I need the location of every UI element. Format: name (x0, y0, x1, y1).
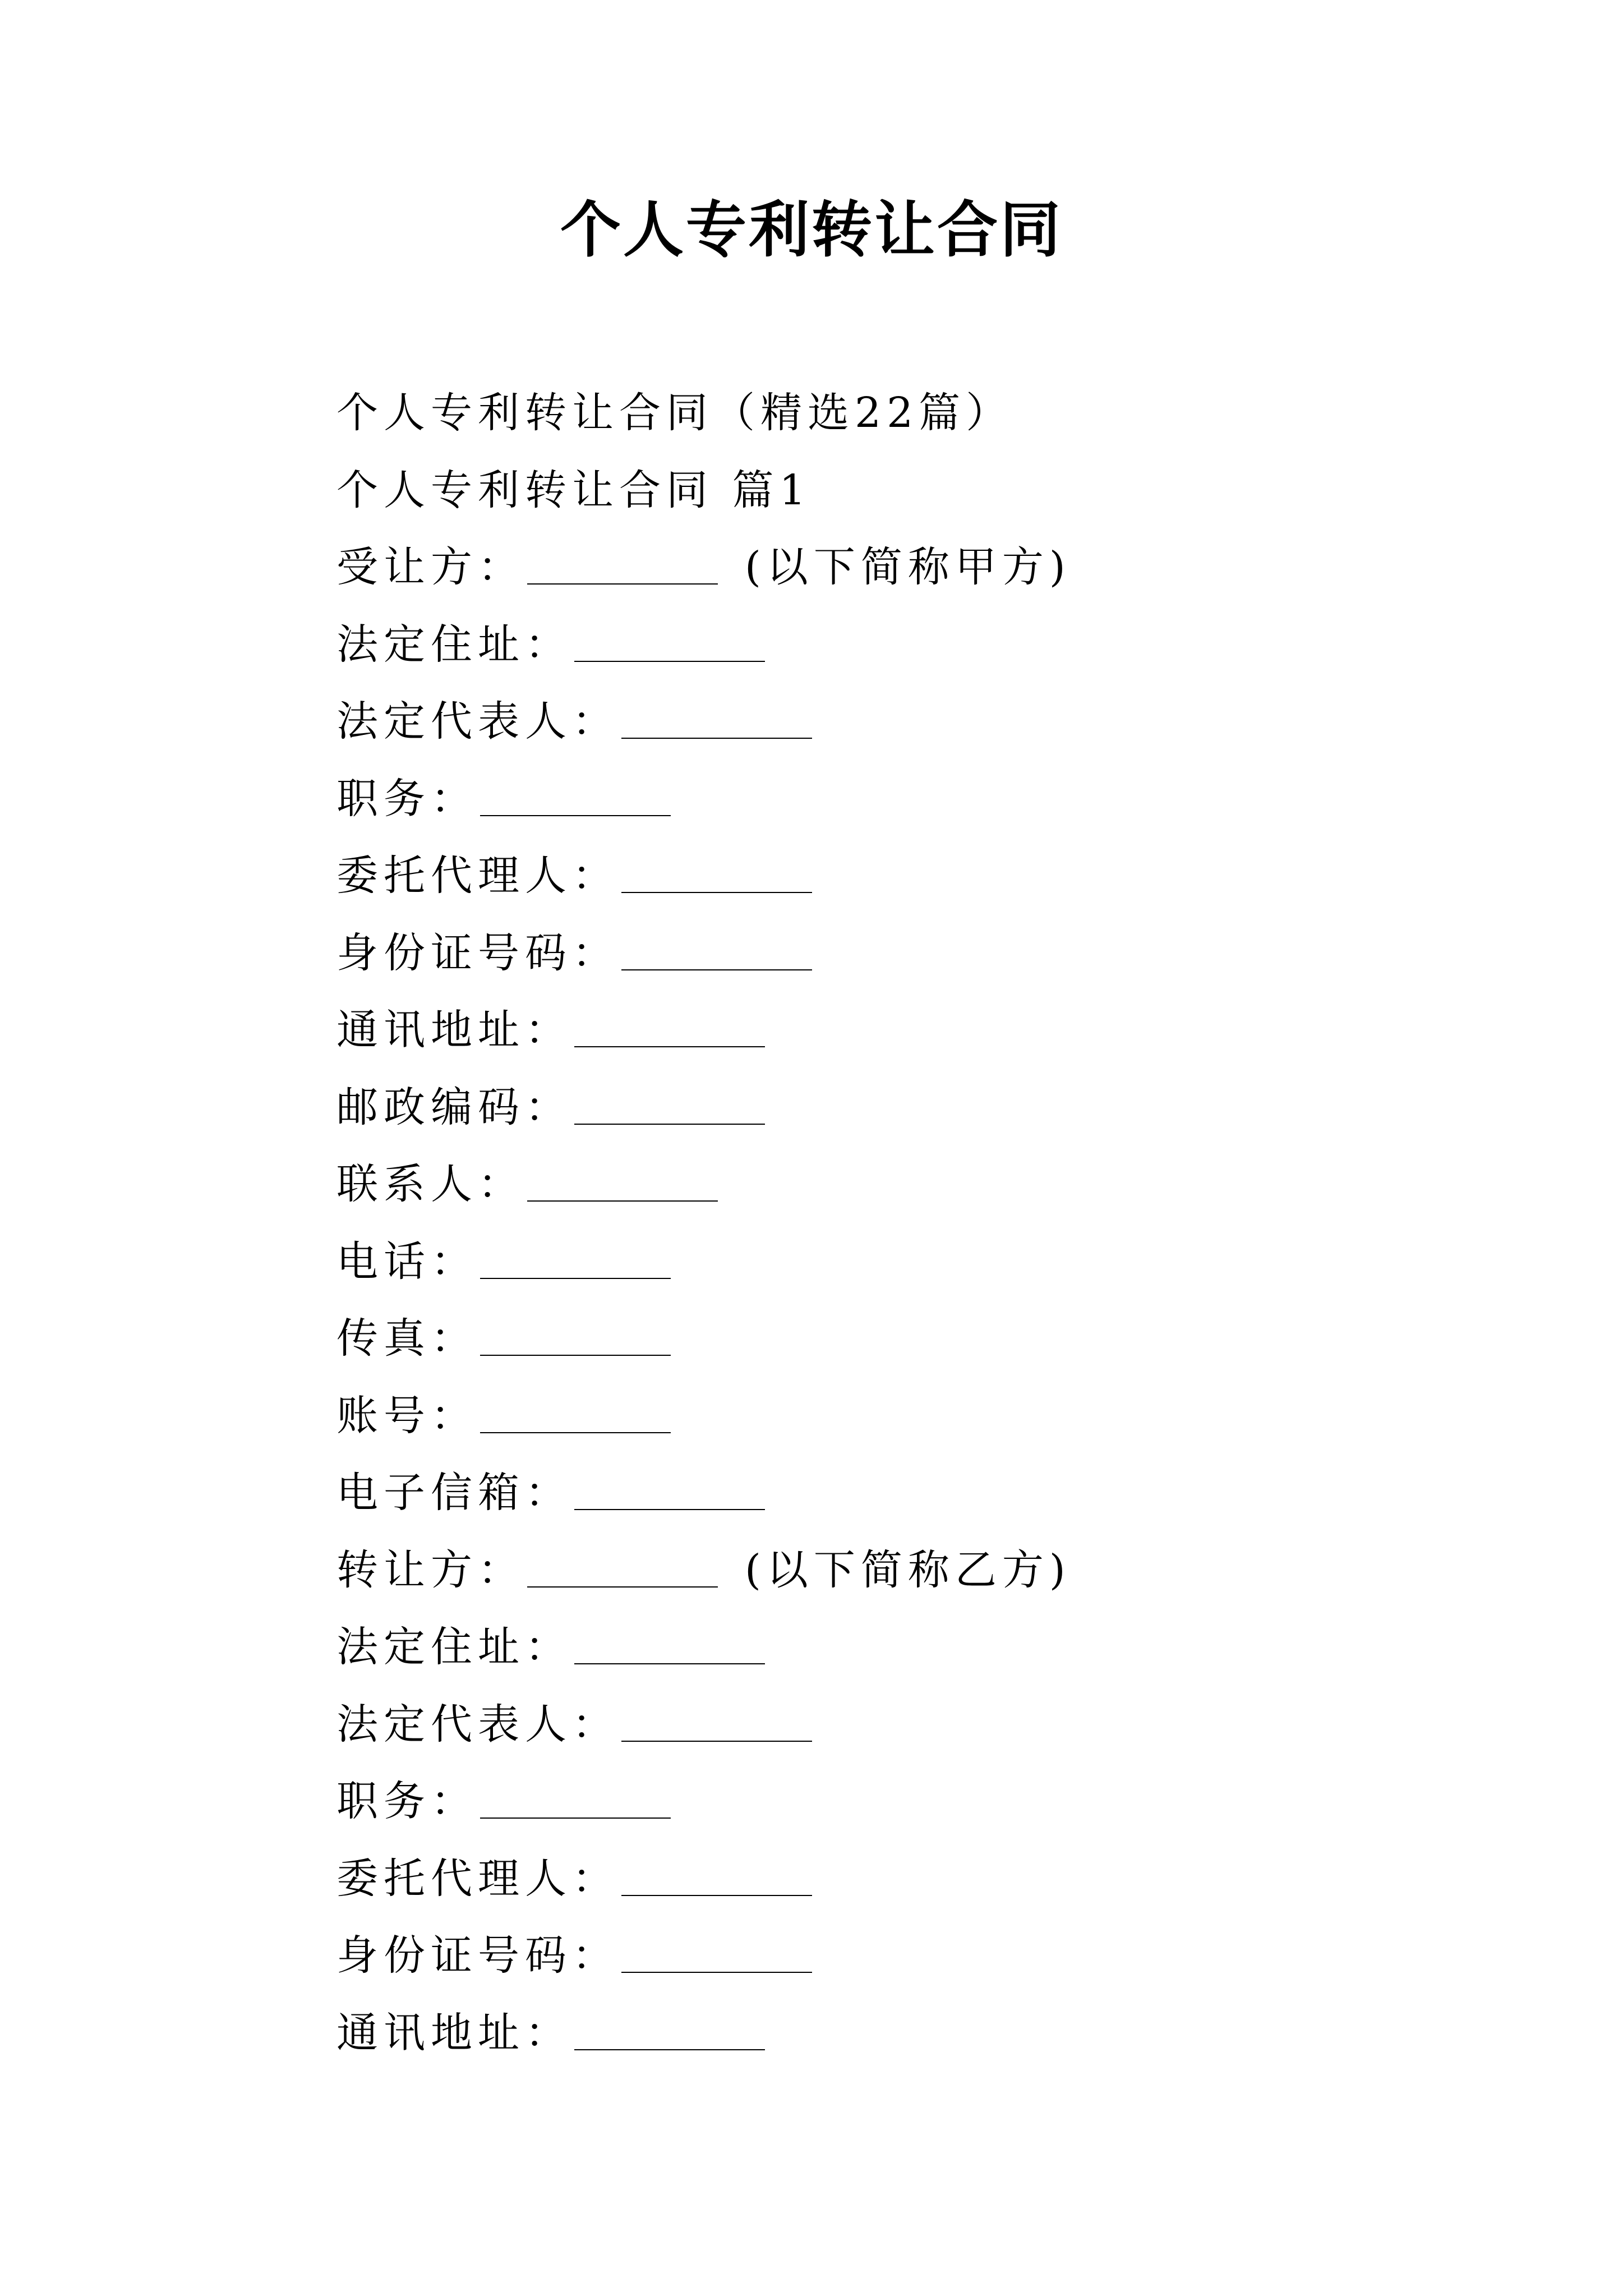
field-blank (574, 1013, 765, 1047)
party-b-role-label: 转让方： (336, 1545, 525, 1594)
field-label: 通讯地址： (336, 2008, 572, 2057)
field-label: 联系人： (336, 1160, 525, 1208)
field-blank (574, 1630, 765, 1664)
field-label: 邮政编码： (336, 1083, 572, 1131)
field-label: 传真： (336, 1314, 478, 1363)
party-a-field-row (336, 915, 1514, 992)
field-blank (480, 1398, 671, 1433)
field-label: 身份证号码： (336, 1931, 619, 1980)
field-blank (574, 627, 765, 662)
field-blank (480, 1244, 671, 1279)
field-blank (621, 704, 812, 739)
field-blank (527, 1167, 718, 1202)
field-label: 委托代理人： (336, 1854, 619, 1903)
field-label: 法定代表人： (336, 697, 619, 746)
field-blank (480, 1784, 671, 1819)
party-b-role-line (336, 1532, 1514, 1609)
document-body (336, 375, 1514, 2072)
field-blank (480, 1321, 671, 1356)
field-blank (480, 781, 671, 816)
field-label: 职务： (336, 1777, 478, 1825)
field-blank (621, 858, 812, 893)
party-a-field-row (336, 838, 1514, 915)
field-blank (574, 2016, 765, 2050)
party-a-role-label: 受让方： (336, 543, 525, 591)
party-a-field-row (336, 683, 1514, 761)
field-label: 法定代表人： (336, 1700, 619, 1749)
field-label: 电话： (336, 1237, 478, 1286)
party-b-field-row (336, 1917, 1514, 1995)
party-a-field-row (336, 606, 1514, 684)
party-a-field-row (336, 1378, 1514, 1455)
document-subtitle: 个人专利转让合同（精选22篇） (336, 389, 1013, 437)
party-b-field-row (336, 1609, 1514, 1686)
party-b-field-row (336, 1995, 1514, 2072)
party-b-role-suffix: (以下简称乙方) (745, 1545, 1071, 1594)
field-blank (621, 1861, 812, 1896)
section-heading: 个人专利转让合同 篇1 (336, 466, 811, 514)
field-blank (621, 1707, 812, 1742)
field-blank (574, 1475, 765, 1510)
field-label: 法定住址： (336, 620, 572, 669)
field-label: 身份证号码： (336, 928, 619, 977)
party-b-field-row (336, 1763, 1514, 1841)
party-a-field-row (336, 1146, 1514, 1223)
party-a-field-row (336, 1300, 1514, 1378)
party-b-field-row (336, 1686, 1514, 1764)
party-a-role-line (336, 529, 1514, 606)
party-a-field-row (336, 1455, 1514, 1532)
party-a-field-row (336, 761, 1514, 838)
party-a-role-suffix: (以下简称甲方) (745, 543, 1071, 591)
field-label: 法定住址： (336, 1623, 572, 1671)
party-a-field-row (336, 992, 1514, 1069)
field-label: 电子信箱： (336, 1469, 572, 1517)
party-a-field-row (336, 1069, 1514, 1147)
party-b-field-row (336, 1841, 1514, 1918)
document-title: 个人专利转让合同 (560, 195, 1063, 265)
field-label: 委托代理人： (336, 852, 619, 900)
party-b-role-blank (527, 1553, 718, 1588)
field-label: 职务： (336, 774, 478, 823)
field-label: 账号： (336, 1391, 478, 1440)
field-blank (621, 936, 812, 970)
field-label: 通讯地址： (336, 1006, 572, 1054)
field-blank (574, 1090, 765, 1125)
field-blank (621, 1938, 812, 1973)
party-a-role-blank (527, 550, 718, 585)
party-a-field-row (336, 1223, 1514, 1301)
